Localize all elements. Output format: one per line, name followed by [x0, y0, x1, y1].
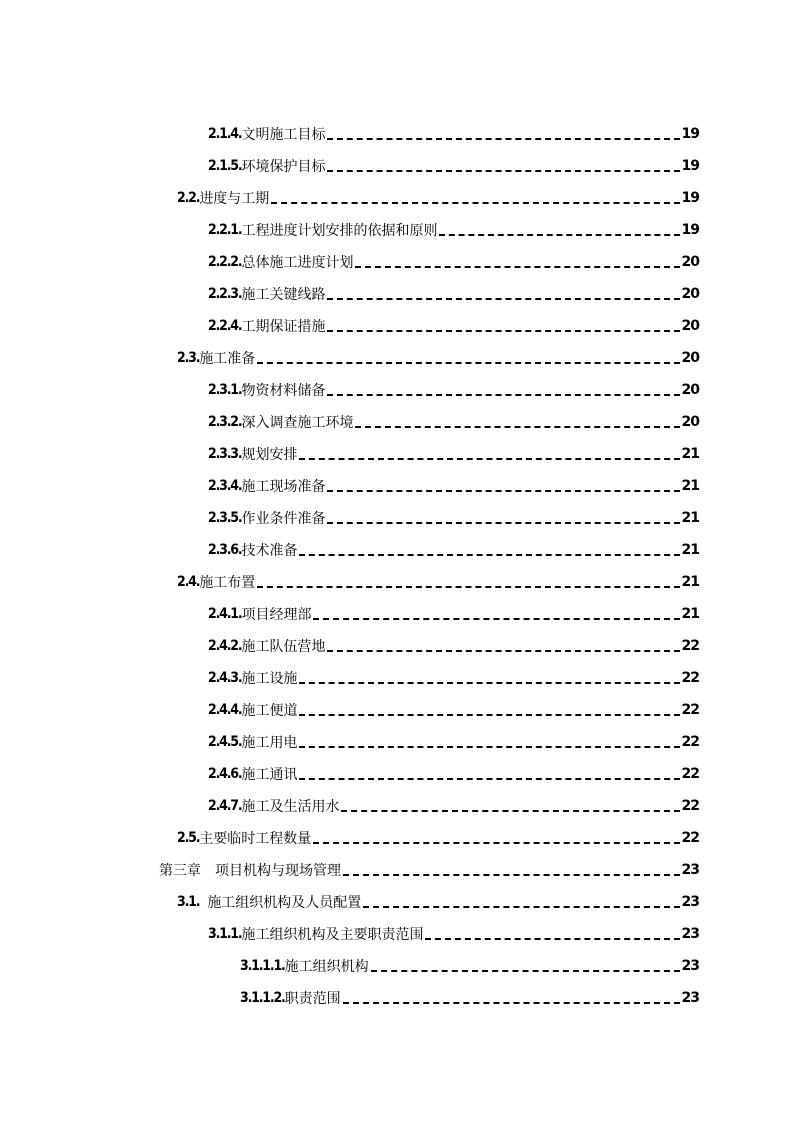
toc-leader-line [341, 810, 679, 812]
toc-entry-number: 2.3.2. [208, 414, 242, 430]
toc-entry-number: 2.4.2. [208, 638, 242, 654]
toc-entry[interactable] [0, 630, 794, 662]
toc-entry-title: 环境保护目标 [241, 159, 326, 175]
toc-entry-title: 施工用电 [241, 735, 298, 751]
toc-entry[interactable] [0, 470, 794, 502]
toc-entry-page-number: 22 [681, 830, 699, 846]
toc-entry-page-number: 22 [681, 670, 699, 686]
toc-entry[interactable] [0, 950, 794, 982]
toc-entry-page-number: 22 [681, 638, 699, 654]
toc-entry-title: 施工关键线路 [241, 287, 326, 303]
toc-entry-title: 施工组织机构 [284, 959, 369, 975]
toc-entry-number: 2.3.5. [208, 510, 242, 526]
toc-entry-number: 3.1.1.2. [240, 990, 285, 1006]
toc-entry-number: 2.2.1. [208, 222, 242, 238]
toc-entry-page-number: 20 [681, 254, 699, 270]
toc-entry-title: 规划安排 [241, 447, 298, 463]
toc-entry-page-number: 20 [681, 382, 699, 398]
toc-leader-line [327, 394, 679, 396]
toc-entry[interactable] [0, 918, 794, 950]
toc-entry-title: 施工现场准备 [241, 479, 326, 495]
toc-leader-line [327, 650, 679, 652]
toc-entry-title: 施工组织机构及人员配置 [207, 895, 362, 911]
toc-entry-title: 施工便道 [241, 703, 298, 719]
toc-entry-page-number: 20 [681, 350, 699, 366]
toc-entry-page-number: 23 [681, 958, 699, 974]
toc-entry-number: 2.4.7. [208, 798, 242, 814]
toc-entry-title: 文明施工目标 [241, 127, 326, 143]
toc-leader-line [327, 330, 679, 332]
toc-entry-number: 2.3.4. [208, 478, 242, 494]
toc-entry-page-number: 21 [681, 510, 699, 526]
toc-entry-number: 2.3.1. [208, 382, 242, 398]
toc-entry-page-number: 20 [681, 286, 699, 302]
toc-entry-page-number: 22 [681, 798, 699, 814]
toc-entry-page-number: 21 [681, 574, 699, 590]
toc-entry-page-number: 19 [681, 158, 699, 174]
toc-entry-number: 2.2.3. [208, 286, 242, 302]
toc-entry-number: 2.3.3. [208, 446, 242, 462]
toc-entry-page-number: 19 [681, 190, 699, 206]
toc-entry[interactable] [0, 758, 794, 790]
toc-leader-line [363, 906, 679, 908]
toc-entry-title: 施工队伍营地 [241, 639, 326, 655]
toc-entry-number: 2.4.3. [208, 670, 242, 686]
toc-entry-title: 施工通讯 [241, 767, 298, 783]
toc-entry-number: 2.1.5. [208, 158, 242, 174]
toc-leader-line [343, 1002, 680, 1004]
toc-entry[interactable] [0, 214, 794, 246]
toc-entry[interactable] [0, 726, 794, 758]
toc-entry[interactable] [0, 534, 794, 566]
toc-entry-page-number: 20 [681, 318, 699, 334]
toc-entry-number: 3.1.1. [208, 926, 242, 942]
toc-leader-line [439, 234, 679, 236]
toc-entry[interactable] [0, 342, 794, 374]
table-of-contents [0, 118, 794, 1014]
toc-leader-line [343, 874, 680, 876]
toc-leader-line [257, 362, 679, 364]
toc-leader-line [355, 266, 679, 268]
toc-entry-number: 2.4. [177, 574, 200, 590]
toc-entry-number: 2.2. [177, 190, 200, 206]
toc-entry[interactable] [0, 374, 794, 406]
toc-entry-page-number: 19 [681, 126, 699, 142]
toc-entry-page-number: 23 [681, 926, 699, 942]
toc-entry[interactable] [0, 662, 794, 694]
toc-entry[interactable] [0, 822, 794, 854]
toc-entry-title: 施工布置 [199, 575, 256, 591]
toc-entry[interactable] [0, 886, 794, 918]
toc-entry-title: 工程进度计划安排的依据和原则 [241, 223, 438, 239]
toc-leader-line [299, 682, 679, 684]
toc-leader-line [299, 714, 679, 716]
toc-entry[interactable] [0, 694, 794, 726]
toc-entry-page-number: 21 [681, 542, 699, 558]
toc-entry[interactable] [0, 566, 794, 598]
toc-leader-line [327, 490, 679, 492]
toc-leader-line [371, 970, 680, 972]
toc-entry-title: 深入调查施工环境 [241, 415, 354, 431]
toc-entry[interactable] [0, 246, 794, 278]
toc-entry-title: 施工准备 [199, 351, 256, 367]
toc-entry-page-number: 22 [681, 766, 699, 782]
toc-leader-line [327, 138, 679, 140]
toc-entry-title: 主要临时工程数量 [199, 831, 312, 847]
toc-entry[interactable] [0, 150, 794, 182]
toc-entry-number: 2.1.4. [208, 126, 242, 142]
toc-entry[interactable] [0, 982, 794, 1014]
toc-entry-page-number: 22 [681, 702, 699, 718]
toc-entry-title: 进度与工期 [199, 191, 270, 207]
toc-entry-title: 总体施工进度计划 [241, 255, 354, 271]
toc-entry-number: 3.1. [177, 894, 200, 910]
toc-entry-page-number: 22 [681, 734, 699, 750]
toc-entry-title: 技术准备 [241, 543, 298, 559]
toc-entry-page-number: 19 [681, 222, 699, 238]
toc-entry-number: 2.3. [177, 350, 200, 366]
toc-leader-line [313, 618, 679, 620]
toc-entry[interactable] [0, 310, 794, 342]
toc-entry-number: 2.3.6. [208, 542, 242, 558]
toc-leader-line [425, 938, 679, 940]
toc-leader-line [257, 586, 679, 588]
toc-entry[interactable] [0, 854, 794, 886]
toc-entry[interactable] [0, 438, 794, 470]
toc-entry-title: 物资材料储备 [241, 383, 326, 399]
toc-entry-page-number: 23 [681, 894, 699, 910]
toc-entry-page-number: 20 [681, 414, 699, 430]
toc-leader-line [327, 298, 679, 300]
toc-leader-line [299, 778, 679, 780]
toc-entry-page-number: 21 [681, 606, 699, 622]
toc-entry-title: 项目经理部 [241, 607, 312, 623]
toc-leader-line [299, 458, 679, 460]
toc-entry-number: 2.4.5. [208, 734, 242, 750]
toc-entry[interactable] [0, 118, 794, 150]
toc-entry-page-number: 21 [681, 446, 699, 462]
toc-entry[interactable] [0, 182, 794, 214]
toc-entry[interactable] [0, 406, 794, 438]
toc-entry-title: 职责范围 [284, 991, 341, 1007]
toc-entry-page-number: 23 [681, 990, 699, 1006]
toc-entry-number: 2.4.4. [208, 702, 242, 718]
toc-entry-page-number: 23 [681, 862, 699, 878]
toc-entry-title: 施工设施 [241, 671, 298, 687]
toc-entry-title: 作业条件准备 [241, 511, 326, 527]
toc-entry-number: 2.2.2. [208, 254, 242, 270]
toc-leader-line [327, 522, 679, 524]
toc-leader-line [327, 170, 679, 172]
toc-entry-number: 2.4.6. [208, 766, 242, 782]
toc-entry-number: 第三章 [159, 863, 201, 879]
toc-entry-page-number: 21 [681, 478, 699, 494]
toc-leader-line [299, 554, 679, 556]
toc-entry-title: 施工组织机构及主要职责范围 [241, 927, 424, 943]
toc-entry-number: 3.1.1.1. [240, 958, 285, 974]
toc-entry[interactable] [0, 790, 794, 822]
toc-entry-number: 2.2.4. [208, 318, 242, 334]
toc-entry-number: 2.5. [177, 830, 200, 846]
toc-entry[interactable] [0, 278, 794, 310]
toc-leader-line [299, 746, 679, 748]
toc-entry-title: 工期保证措施 [241, 319, 326, 335]
toc-entry-title: 施工及生活用水 [241, 799, 340, 815]
toc-leader-line [355, 426, 679, 428]
toc-entry-number: 2.4.1. [208, 606, 242, 622]
toc-leader-line [313, 842, 679, 844]
toc-entry[interactable] [0, 502, 794, 534]
toc-entry-title: 项目机构与现场管理 [215, 863, 341, 879]
toc-entry[interactable] [0, 598, 794, 630]
toc-leader-line [271, 202, 679, 204]
